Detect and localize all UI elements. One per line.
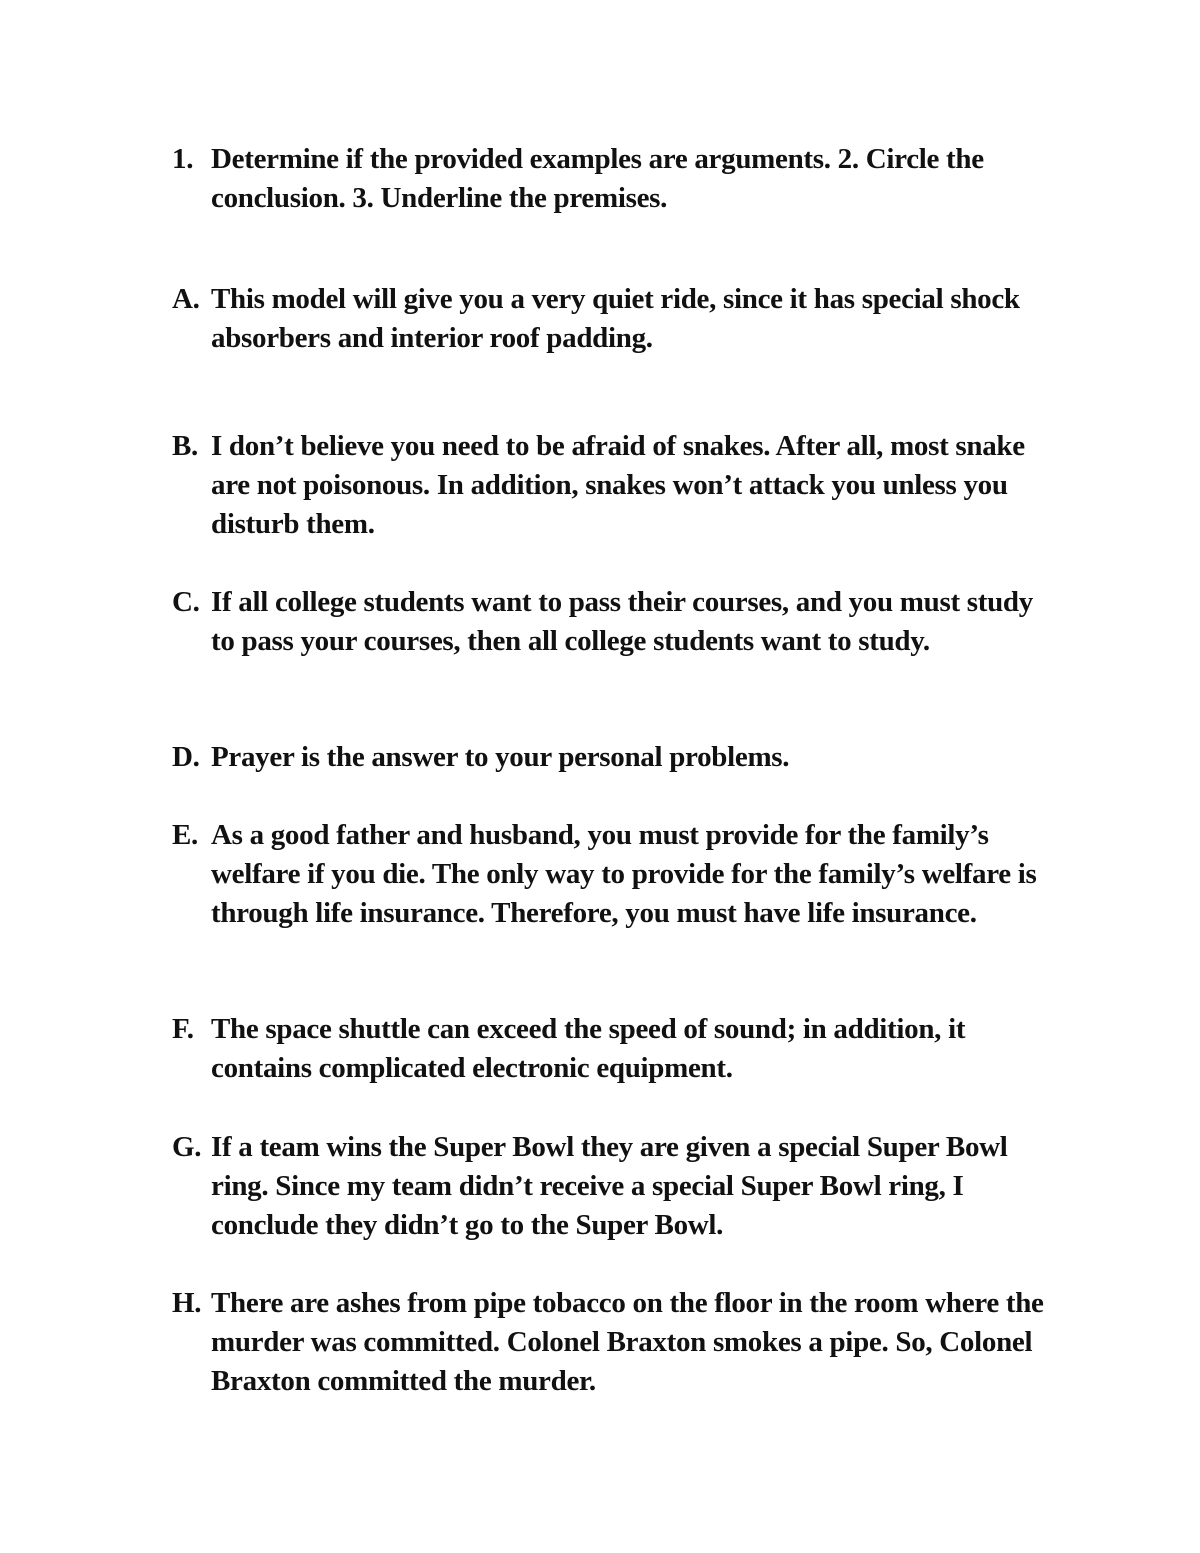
instructions-text: Determine if the provided examples are arguments. 2. Circle the conclusion. 3. Underline the premises. (211, 143, 984, 214)
item-text: If a team wins the Super Bowl they are given a special Super Bowl ring. Since my team didn’t receive a special Super Bowl ring, I conclude they didn’t go to the Super Bowl. (211, 1131, 1008, 1241)
list-item-d (172, 738, 1062, 777)
list-item-b (172, 427, 1062, 544)
item-text: There are ashes from pipe tobacco on the floor in the room where the murder was committed. Colonel Braxton smokes a pipe. So, Colonel Braxton committed the murder. (211, 1287, 1044, 1397)
list-item-g (172, 1128, 1062, 1245)
item-marker: F. (172, 1013, 194, 1045)
item-marker: A. (172, 283, 200, 315)
item-marker: B. (172, 430, 198, 462)
item-text: The space shuttle can exceed the speed of sound; in addition, it contains complicated electronic equipment. (211, 1013, 966, 1084)
list-item-a (172, 280, 1062, 358)
item-text: Prayer is the answer to your personal problems. (211, 741, 790, 773)
item-text: This model will give you a very quiet ride, since it has special shock absorbers and interior roof padding. (211, 283, 1020, 354)
item-text: I don’t believe you need to be afraid of snakes. After all, most snake are not poisonous. In addition, snakes won’t attack you unless you disturb them. (211, 430, 1025, 540)
item-marker: D. (172, 741, 200, 773)
item-marker: H. (172, 1287, 202, 1319)
item-text: As a good father and husband, you must provide for the family’s welfare if you die. The only way to provide for the family’s welfare is through life insurance. Therefore, you must have life insurance. (211, 819, 1037, 929)
item-text: If all college students want to pass their courses, and you must study to pass your courses, then all college students want to study. (211, 586, 1033, 657)
instructions-item (172, 140, 1062, 218)
item-marker: E. (172, 819, 198, 851)
item-marker: 1. (172, 143, 194, 175)
list-item-e (172, 816, 1062, 933)
list-item-c (172, 583, 1062, 661)
item-marker: C. (172, 586, 200, 618)
list-item-h (172, 1284, 1062, 1401)
item-marker: G. (172, 1131, 202, 1163)
list-item-f (172, 1010, 1062, 1088)
